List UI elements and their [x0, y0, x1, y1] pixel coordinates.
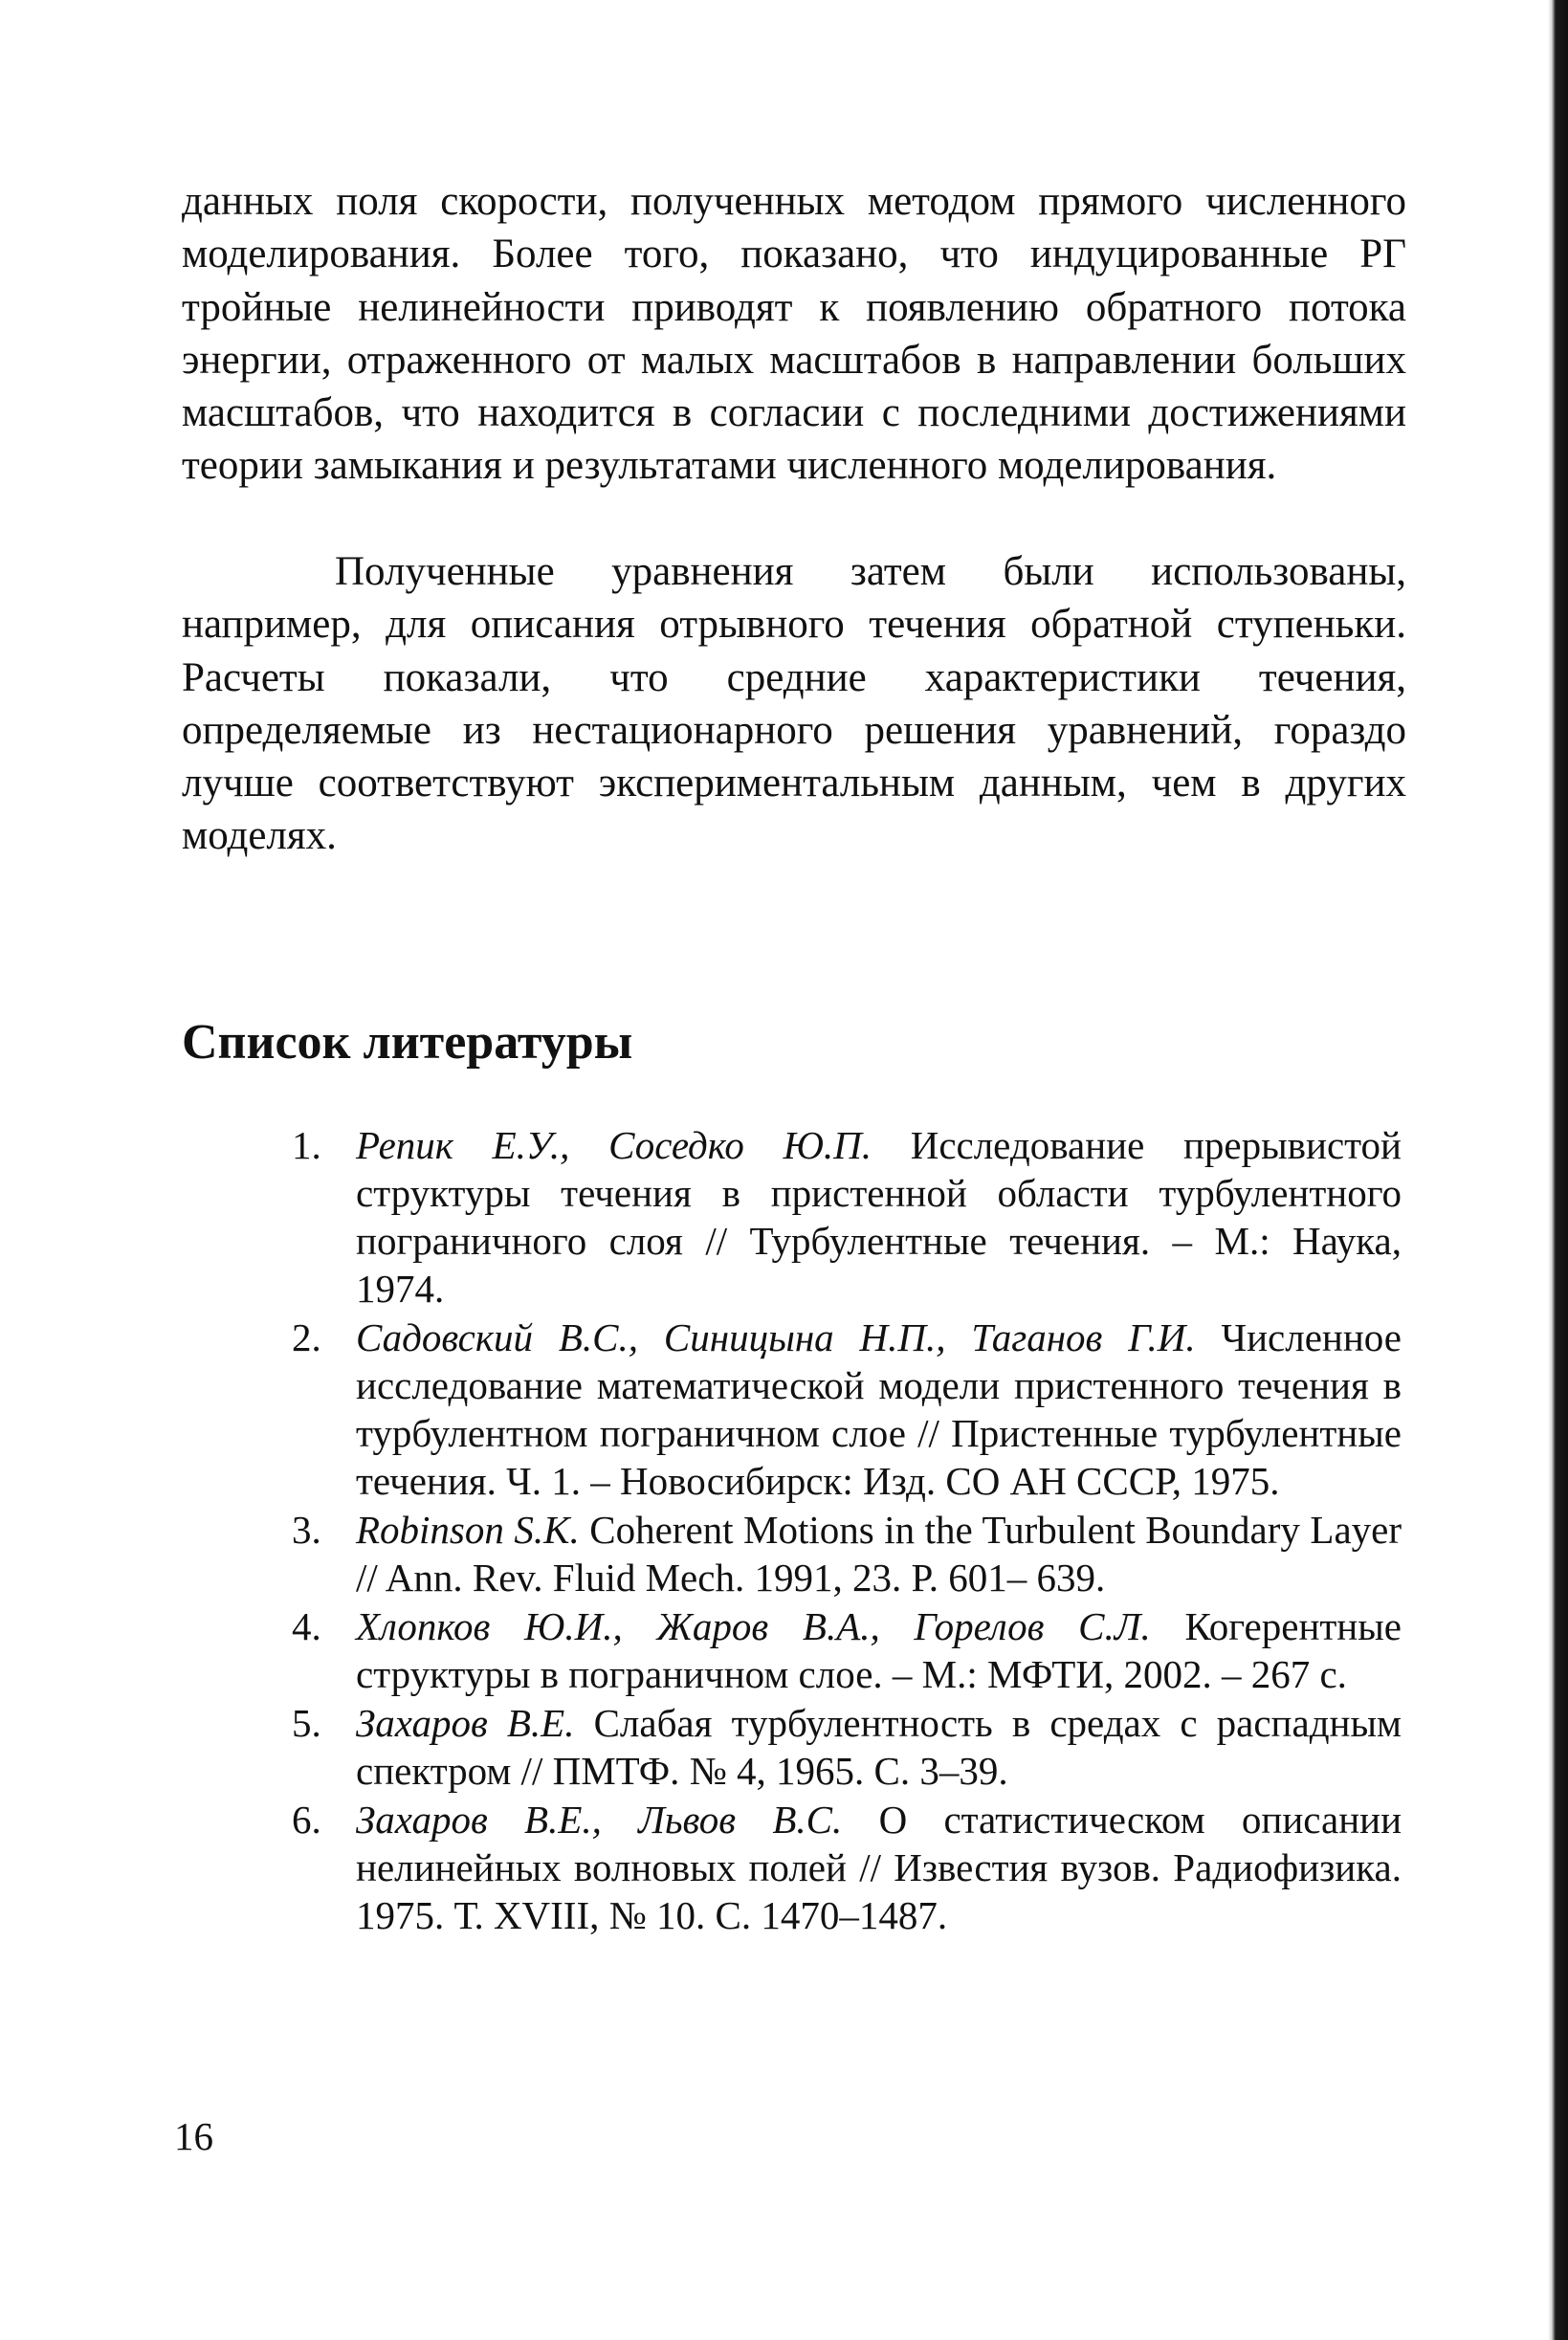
reference-text: Coherent Motions in the Turbulent Boundary Layer // Ann. Rev. Fluid Mech. 1991, 23. P. 601– 639.	[356, 1508, 1402, 1600]
reference-text: Исследование прерывистой структуры течения в пристенной области турбулентного пограничного слоя // Турбулентные течения. – М.: Наука, 1974.	[356, 1123, 1402, 1311]
reference-authors: Садовский В.С., Синицына Н.П., Таганов Г.И.	[356, 1315, 1196, 1359]
reference-number: 6.	[292, 1798, 321, 1842]
scan-edge-shadow	[1548, 0, 1568, 2340]
reference-number: 4.	[292, 1604, 321, 1648]
reference-number: 2.	[292, 1315, 321, 1359]
body-paragraph-2: Полученные уравнения затем были использованы, например, для описания отрывного течения обратной ступеньки. Расчеты показали, что средние характеристики течения, определяемые из нестационарного решения уравнений, гораздо лучше соответствуют экспериментальным данным, чем в других моделях.	[182, 549, 1406, 859]
reference-number: 3.	[292, 1508, 321, 1552]
reference-authors: Репик Е.У., Соседко Ю.П.	[356, 1123, 872, 1167]
reference-item	[292, 1121, 1402, 1313]
reference-authors: Хлопков Ю.И., Жаров В.А., Горелов С.Л.	[356, 1604, 1151, 1648]
page-number: 16	[174, 2114, 213, 2158]
reference-number: 1.	[292, 1123, 321, 1167]
reference-text: Когерентные структуры в пограничном слое. – М.: МФТИ, 2002. – 267 с.	[356, 1604, 1402, 1696]
reference-text: О статистическом описании нелинейных волновых полей // Известия вузов. Радиофизика. 1975. Т. XVIII, № 10. С. 1470–1487.	[356, 1798, 1402, 1937]
body-paragraph-1: данных поля скорости, полученных методом прямого численного моделирования. Более того, показано, что индуцированные РГ тройные нелинейности приводят к появлению обратного потока энергии, отраженного от малых масштабов в направлении больших масштабов, что находится в согласии с последними достижениями теории замыкания и результатами численного моделирования.	[182, 179, 1406, 489]
reference-item	[292, 1699, 1402, 1795]
reference-text: Слабая турбулентность в средах с распадным спектром // ПМТФ. № 4, 1965. С. 3–39.	[356, 1701, 1402, 1793]
reference-authors: Захаров В.Е., Львов В.С.	[356, 1798, 843, 1842]
reference-item	[292, 1506, 1402, 1601]
references-list	[292, 1121, 1402, 1940]
reference-item	[292, 1602, 1402, 1698]
reference-item	[292, 1796, 1402, 1939]
reference-authors: Robinson S.K.	[356, 1508, 580, 1552]
references-heading: Список литературы	[182, 1015, 633, 1070]
reference-text: Численное исследование математической модели пристенного течения в турбулентном пограничном слое // Пристенные турбулентные течения. Ч. 1. – Новосибирск: Изд. СО АН СССР, 1975.	[356, 1315, 1402, 1503]
reference-number: 5.	[292, 1701, 321, 1745]
reference-item	[292, 1313, 1402, 1505]
reference-authors: Захаров В.Е.	[356, 1701, 575, 1745]
